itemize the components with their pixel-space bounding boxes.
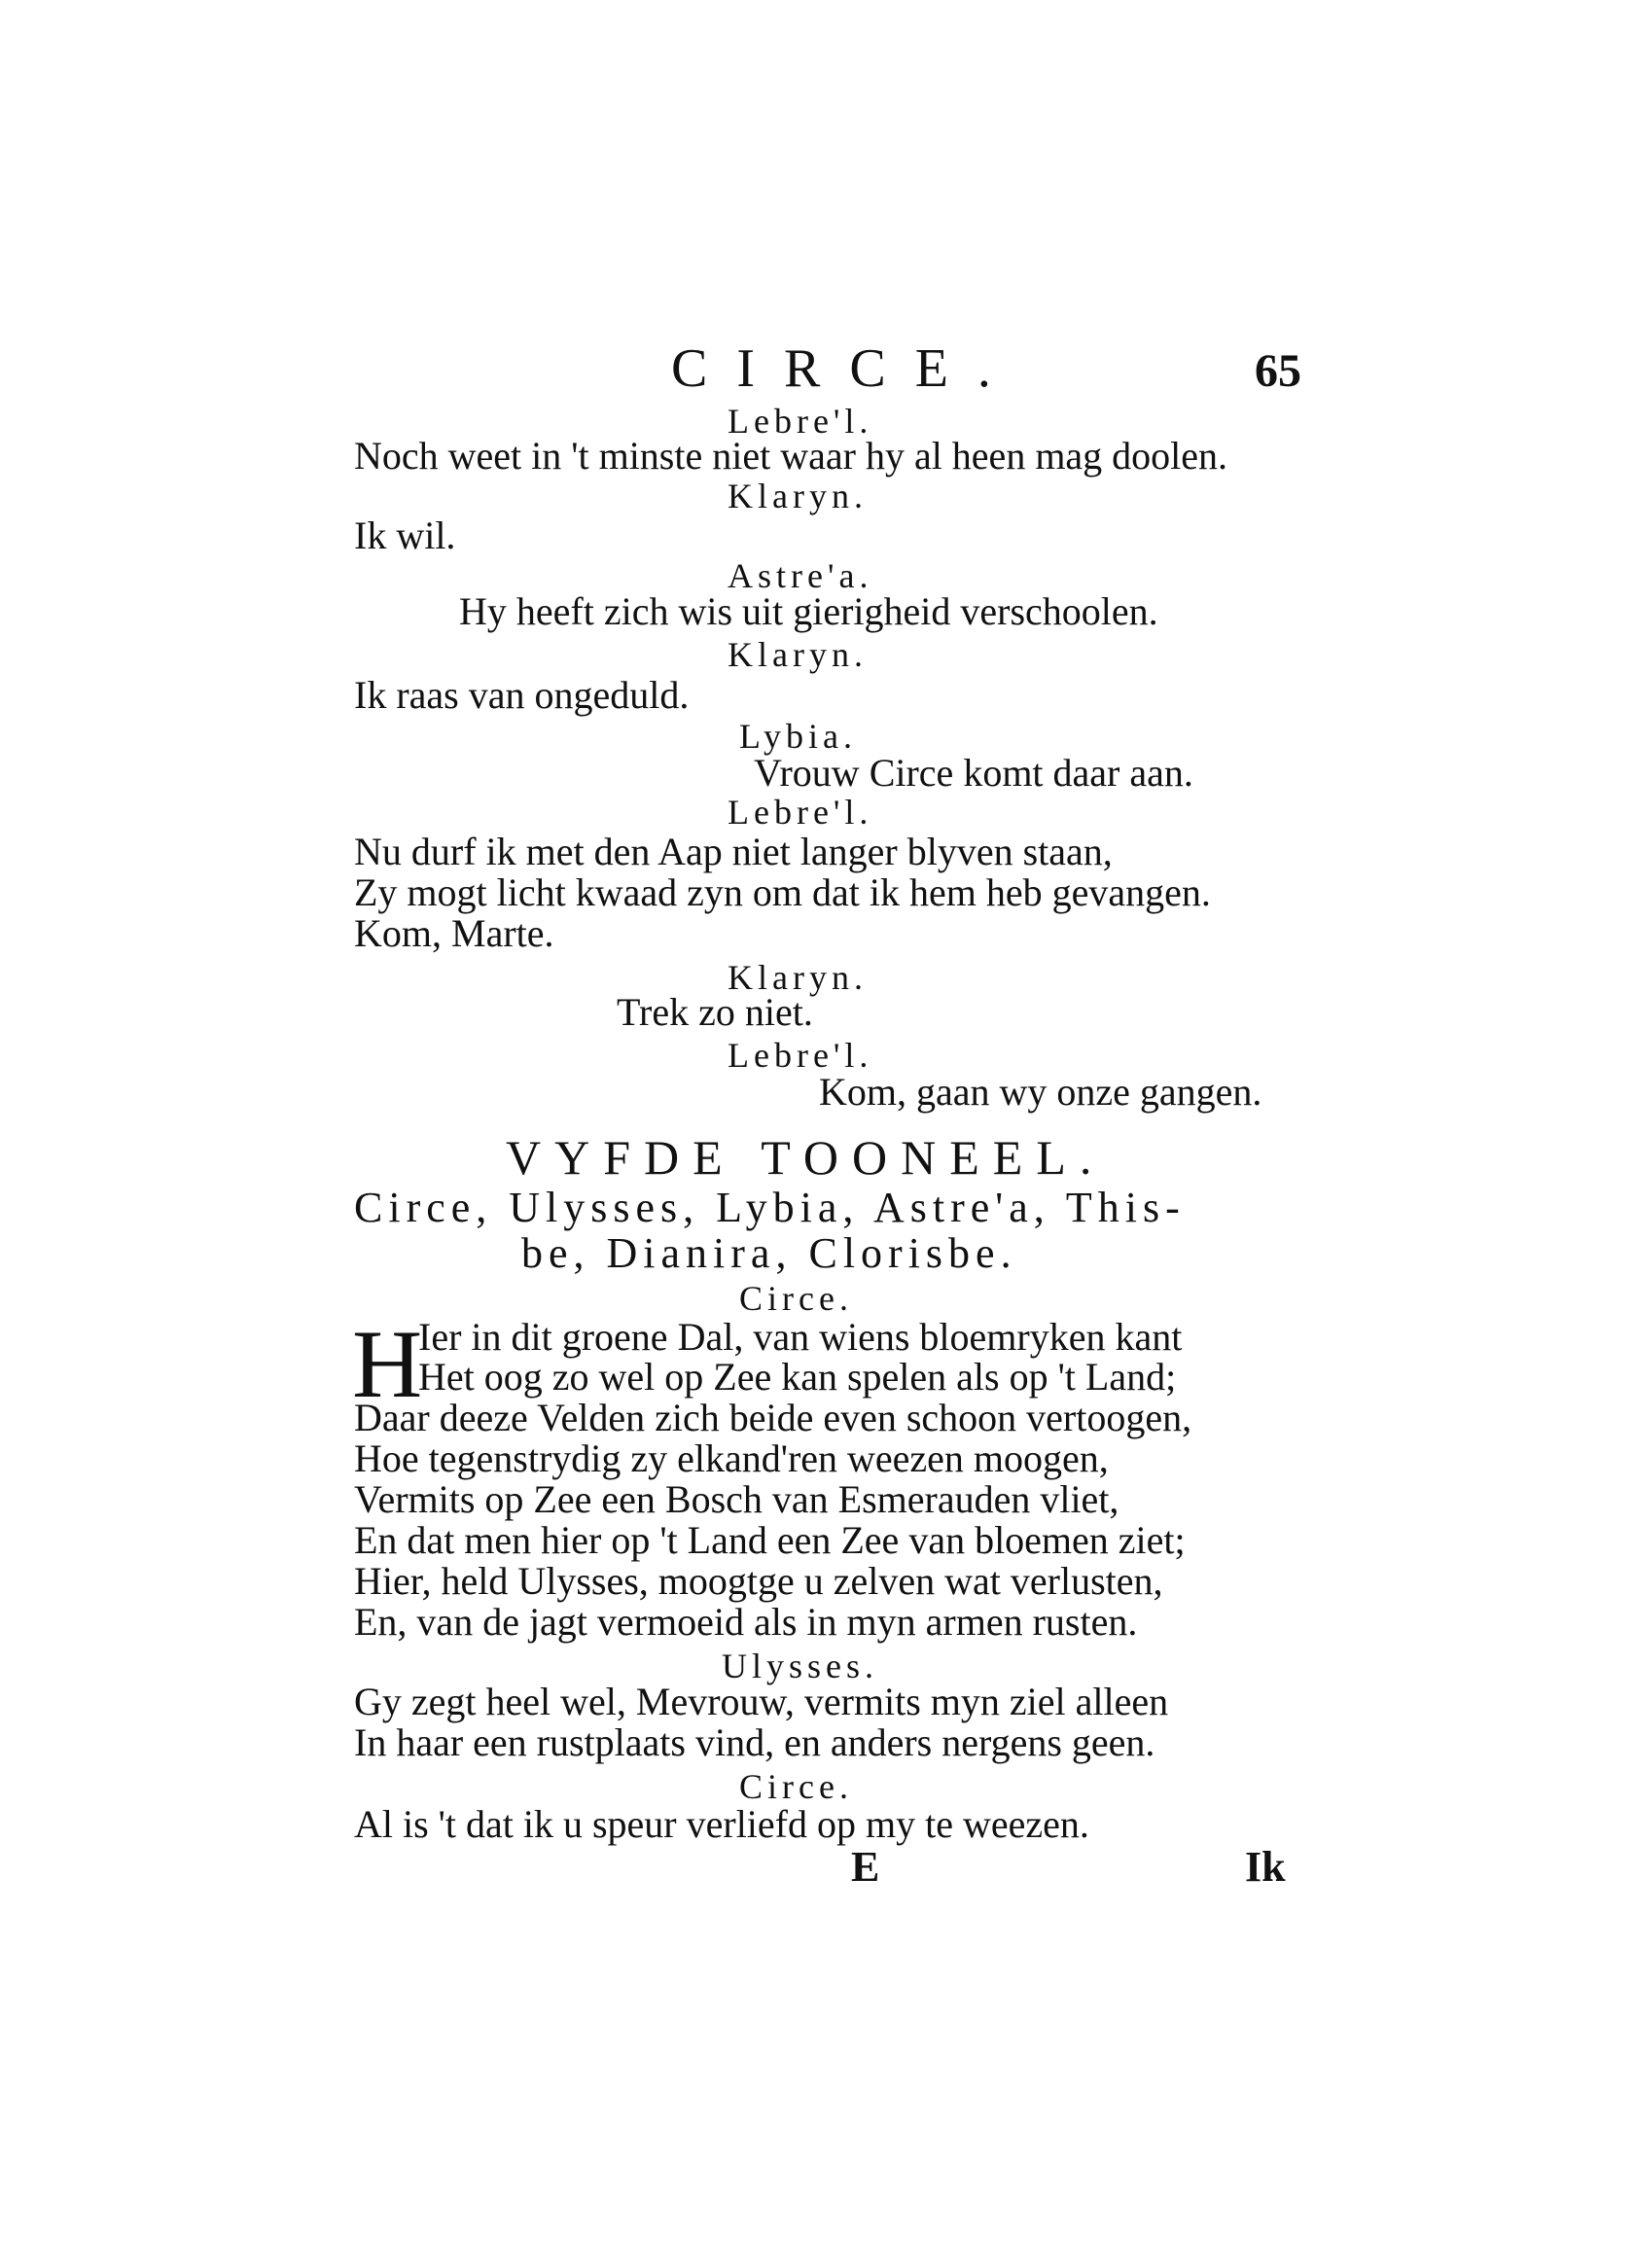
verse-line: Hy heeft zich wis uit gierigheid verschoolen. [459, 589, 1158, 633]
running-title: CIRCE. [671, 338, 1020, 399]
drop-cap: H [352, 1310, 423, 1418]
speaker-label: Astre'a. [728, 556, 873, 595]
verse-line: Het oog zo wel op Zee kan spelen als op 't Land; [418, 1355, 1177, 1399]
verse-line: En, van de jagt vermoeid als in myn armen rusten. [354, 1600, 1138, 1644]
verse-line: Kom, gaan wy onze gangen. [819, 1070, 1262, 1114]
cast-list-line: be, Dianira, Clorisbe. [521, 1229, 1017, 1277]
page-number: 65 [1255, 345, 1301, 397]
verse-line: Vermits op Zee een Bosch van Esmerauden vliet, [354, 1477, 1119, 1521]
speaker-label: Klaryn. [728, 958, 868, 997]
verse-line: Hoe tegenstrydig zy elkand'ren weezen moogen, [354, 1436, 1109, 1480]
speaker-label: Ulysses. [722, 1647, 879, 1685]
speaker-label: Lebre'l. [728, 1036, 873, 1075]
speaker-label: Circe. [739, 1767, 853, 1806]
verse-line: Zy mogt licht kwaad zyn om dat ik hem heb gevangen. [354, 870, 1211, 914]
verse-line: Gy zegt heel wel, Mevrouw, vermits myn ziel alleen [354, 1680, 1169, 1723]
speaker-label: Circe. [739, 1279, 853, 1318]
verse-line: Ier in dit groene Dal, van wiens bloemryken kant [418, 1315, 1183, 1359]
verse-line: Daar deeze Velden zich beide even schoon vertoogen, [354, 1396, 1192, 1439]
verse-line: En dat men hier op 't Land een Zee van bloemen ziet; [354, 1518, 1186, 1562]
catchword: Ik [1245, 1843, 1286, 1891]
verse-line: Ik wil. [354, 514, 456, 557]
verse-line: Ik raas van ongeduld. [354, 673, 690, 717]
verse-line: In haar een rustplaats vind, en anders nergens geen. [354, 1720, 1155, 1764]
verse-line: Hier, held Ulysses, moogtge u zelven wat verlusten, [354, 1559, 1163, 1603]
scene-title: VYFDE TOONEEL. [506, 1130, 1106, 1185]
verse-line: Noch weet in 't minste niet waar hy al heen mag doolen. [354, 434, 1228, 478]
verse-line: Al is 't dat ik u speur verliefd op my te weezen. [354, 1802, 1089, 1846]
verse-line: Trek zo niet. [617, 990, 813, 1034]
signature-mark: E [851, 1843, 880, 1891]
speaker-label: Lybia. [739, 717, 857, 756]
speaker-label: Klaryn. [728, 635, 868, 674]
verse-line: Kom, Marte. [354, 911, 554, 955]
speaker-label: Klaryn. [728, 477, 868, 515]
speaker-label: Lebre'l. [728, 402, 873, 441]
verse-line: Vrouw Circe komt daar aan. [754, 751, 1193, 795]
cast-list-line: Circe, Ulysses, Lybia, Astre'a, This- [354, 1184, 1186, 1231]
speaker-label: Lebre'l. [728, 793, 873, 832]
verse-line: Nu durf ik met den Aap niet langer blyven staan, [354, 830, 1113, 873]
